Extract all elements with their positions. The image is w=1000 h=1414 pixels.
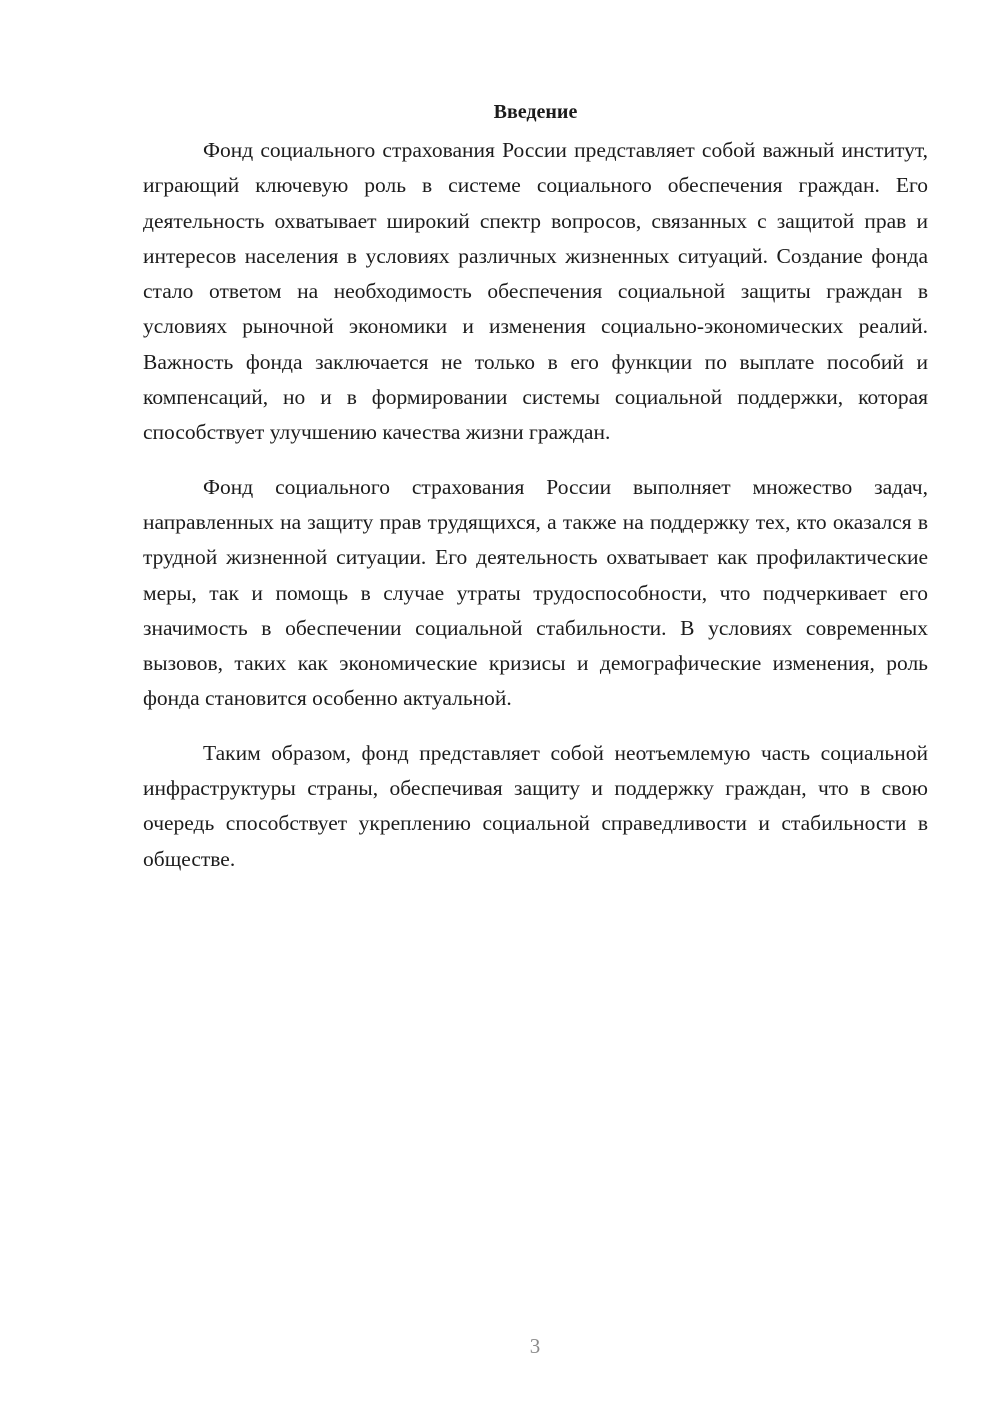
section-title: Введение xyxy=(493,101,578,123)
page-number: 3 xyxy=(529,1334,541,1358)
paragraph-2: Фонд социального страхования России выполняет множество задач, направленных на защиту прав трудящихся, а также на поддержку тех, кто оказался в трудной жизненной ситуации. Его деятельность охватывает как профилактические меры, так и помощь в случае утраты трудоспособности, что подчеркивает его значимость в обеспечении социальной стабильности. В условиях современных вызовов, таких как экономические кризисы и демографические изменения, роль фонда становится особенно актуальной. xyxy=(143,474,928,711)
paragraph-3: Таким образом, фонд представляет собой неотъемлемую часть социальной инфраструктуры страны, обеспечивая защиту и поддержку граждан, что в свою очередь способствует укреплению социальной справедливости и стабильности в обществе. xyxy=(143,740,928,871)
paragraph-1: Фонд социального страхования России представляет собой важный институт, играющий ключевую роль в системе социального обеспечения граждан. Его деятельность охватывает широкий спектр вопросов, связанных с защитой прав и интересов населения в условиях различных жизненных ситуаций. Создание фонда стало ответом на необходимость обеспечения социальной защиты граждан в условиях рыночной экономики и изменения социально-экономических реалий. Важность фонда заключается не только в его функции по выплате пособий и компенсаций, но и в формировании системы социальной поддержки, которая способствует улучшению качества жизни граждан. xyxy=(143,138,928,445)
document-body xyxy=(143,98,928,877)
